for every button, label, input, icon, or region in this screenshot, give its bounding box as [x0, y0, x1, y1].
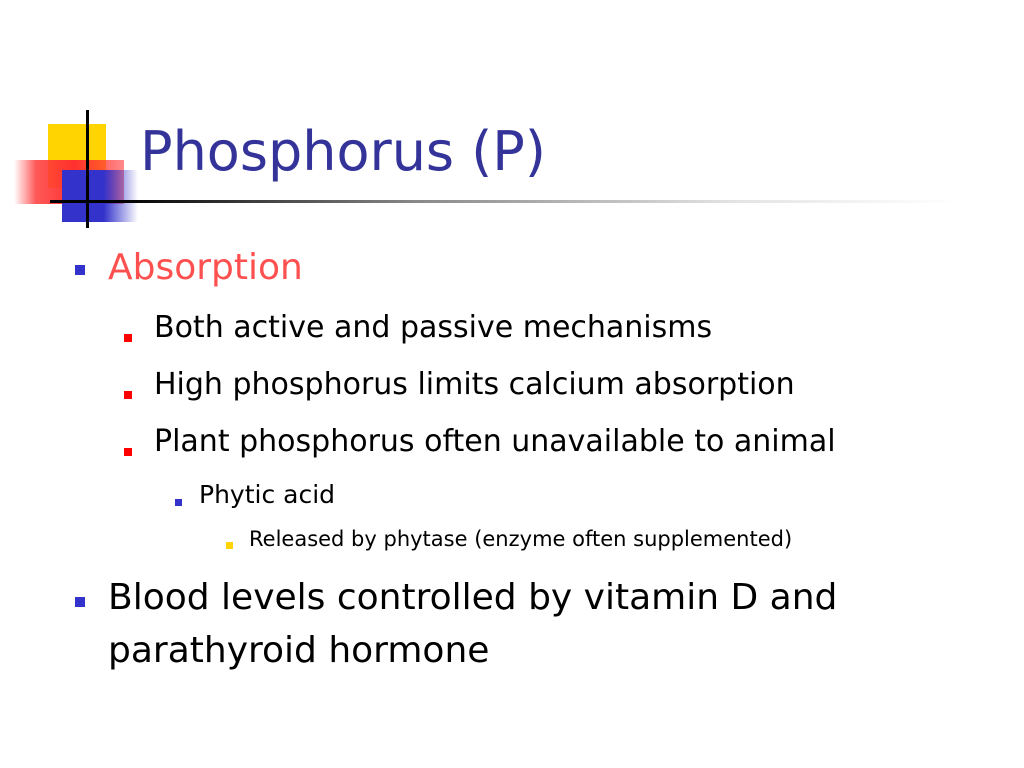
blue-square-decoration [62, 170, 138, 222]
bullet-marker-square-icon [75, 597, 85, 607]
bullet-marker-square-icon [124, 391, 132, 399]
bullet-high-phosphorus: High phosphorus limits calcium absorption [154, 367, 795, 402]
bullet-marker-square-icon [226, 542, 233, 549]
title-underline [50, 200, 960, 203]
slide-title: Phosphorus (P) [140, 120, 546, 183]
bullet-marker-square-icon [124, 448, 132, 456]
bullet-marker-square-icon [175, 499, 182, 506]
bullet-phytase: Released by phytase (enzyme often supplemented) [249, 527, 793, 551]
bullet-blood-levels-line1: Blood levels controlled by vitamin D and [108, 577, 838, 618]
bullet-active-passive: Both active and passive mechanisms [154, 310, 713, 345]
bullet-phytic-acid: Phytic acid [199, 480, 336, 509]
vertical-rule-decoration [86, 110, 89, 228]
bullet-plant-phosphorus: Plant phosphorus often unavailable to animal [154, 424, 836, 459]
bullet-marker-square-icon [124, 334, 132, 342]
bullet-marker-square-icon [75, 265, 85, 275]
bullet-blood-levels-line2: parathyroid hormone [108, 630, 490, 671]
bullet-absorption: Absorption [108, 247, 303, 288]
